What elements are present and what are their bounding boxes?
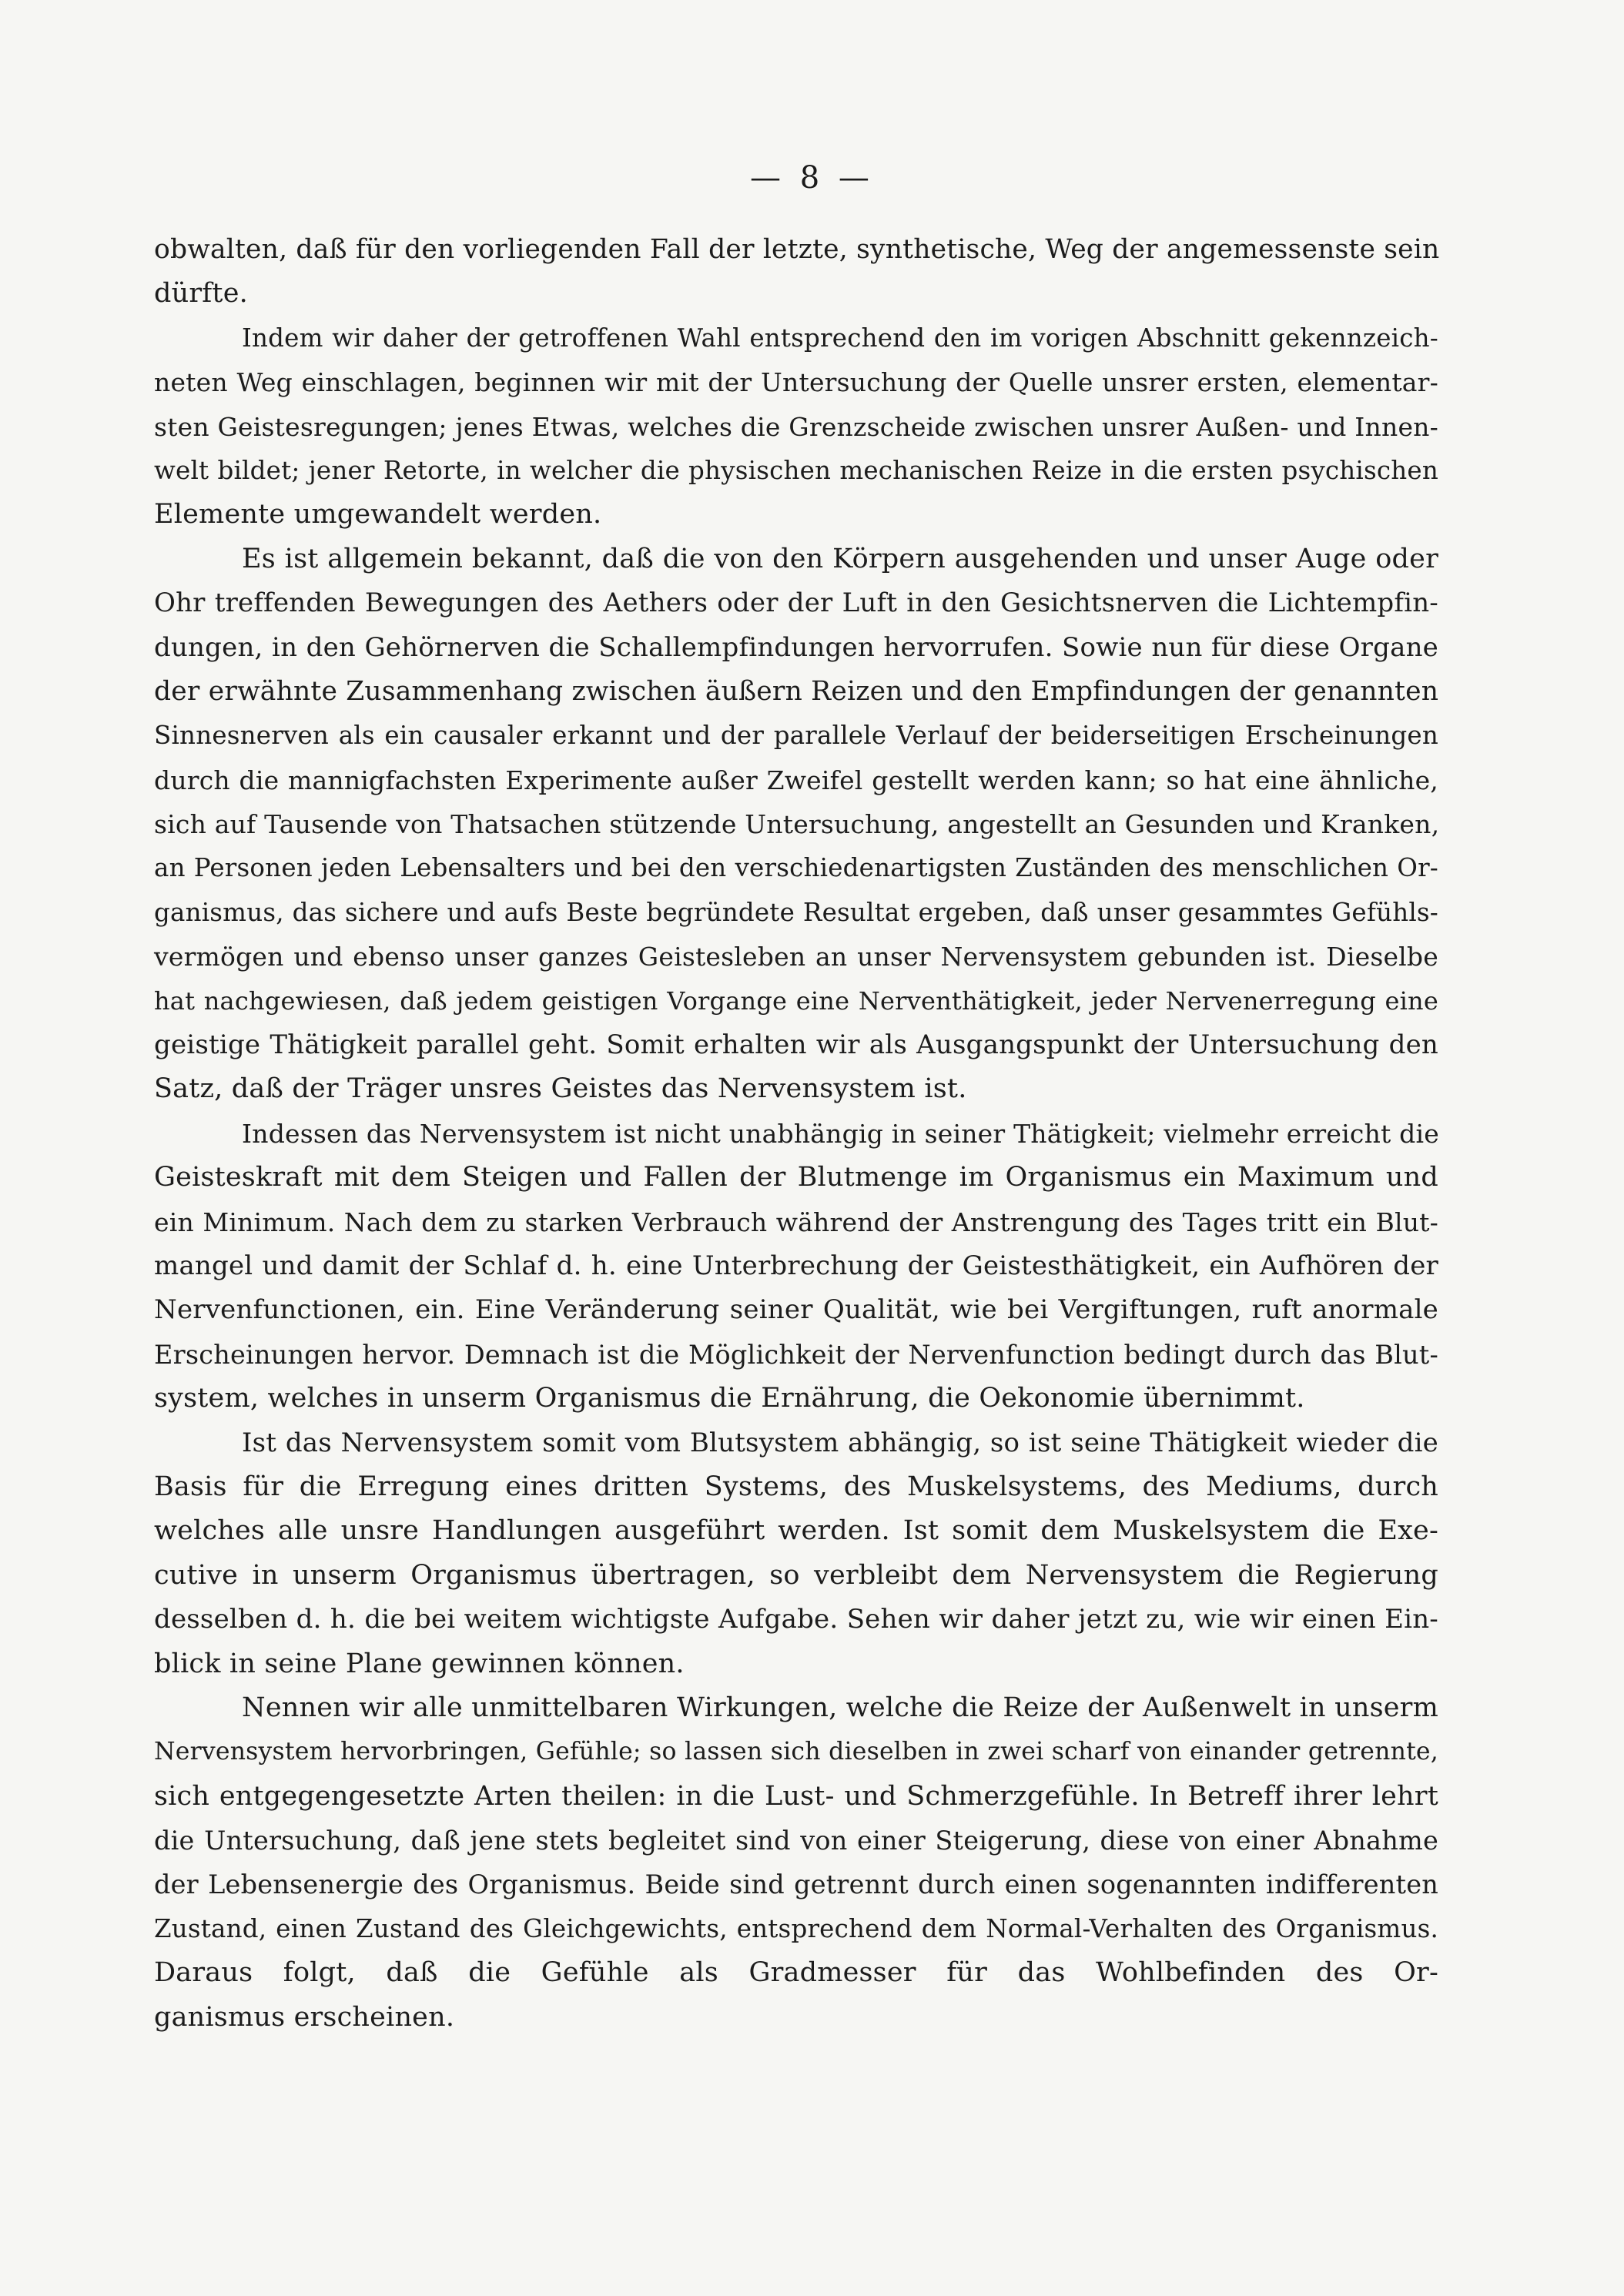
text-line: der Lebensenergie des Organismus. Beide sind getrennt durch einen sogenannten indifferenten	[154, 1869, 1438, 1900]
text-line: Zustand, einen Zustand des Gleichgewichts, entsprechend dem Normal-Verhalten des Organismus.	[154, 1913, 1438, 1943]
text-line: ganismus erscheinen.	[154, 2001, 455, 2033]
text-line: Basis für die Erregung eines dritten Systems, des Muskelsystems, des Mediums, durch	[154, 1471, 1438, 1502]
text-line: Indessen das Nervensystem ist nicht unabhängig in seiner Thätigkeit; vielmehr erreicht die	[242, 1118, 1439, 1149]
text-line: dürfte.	[154, 278, 248, 310]
text-line: die Untersuchung, daß jene stets begleitet sind von einer Steigerung, diese von einer Abnahme	[154, 1826, 1438, 1856]
text-line: neten Weg einschlagen, beginnen wir mit der Untersuchung der Quelle unsrer ersten, elementar-	[154, 367, 1438, 398]
text-line: sich auf Tausende von Thatsachen stützende Untersuchung, angestellt an Gesunden und Kranken,	[154, 809, 1440, 840]
text-line: Satz, daß der Träger unsres Geistes das Nervensystem ist.	[154, 1073, 967, 1105]
text-line: Geisteskraft mit dem Steigen und Fallen der Blutmenge im Organismus ein Maximum und	[154, 1162, 1438, 1193]
text-line: sich entgegengesetzte Arten theilen: in die Lust- und Schmerzgefühle. In Betreff ihrer lehrt	[154, 1780, 1438, 1812]
text-line: hat nachgewiesen, daß jedem geistigen Vorgange eine Nerventhätigkeit, jeder Nervenerregung eine	[154, 986, 1438, 1016]
text-line: Indem wir daher der getroffenen Wahl entsprechend den im vorigen Abschnitt gekennzeich-	[242, 323, 1438, 353]
text-line: geistige Thätigkeit parallel geht. Somit erhalten wir als Ausgangspunkt der Untersuchung den	[154, 1029, 1438, 1061]
page-number: — 8 —	[750, 160, 874, 196]
text-line: Erscheinungen hervor. Demnach ist die Möglichkeit der Nervenfunction bedingt durch das Blut-	[154, 1339, 1438, 1370]
text-line: durch die mannigfachsten Experimente außer Zweifel gestellt werden kann; so hat eine ähnliche,	[154, 765, 1438, 795]
text-line: obwalten, daß für den vorliegenden Fall der letzte, synthetische, Weg der angemessenste sein	[154, 234, 1440, 265]
text-line: an Personen jeden Lebensalters und bei den verschiedenartigsten Zuständen des menschlichen Or-	[154, 853, 1438, 883]
text-line: system, welches in unserm Organismus die Ernährung, die Oekonomie übernimmt.	[154, 1383, 1305, 1414]
text-line: vermögen und ebenso unser ganzes Geistesleben an unser Nervensystem gebunden ist. Dieselbe	[154, 942, 1438, 972]
text-line: welt bildet; jener Retorte, in welcher die physischen mechanischen Reize in die ersten psychischen	[154, 455, 1438, 485]
text-line: welches alle unsre Handlungen ausgeführt werden. Ist somit dem Muskelsystem die Exe-	[154, 1515, 1438, 1547]
text-line: Ist das Nervensystem somit vom Blutsystem abhängig, so ist seine Thätigkeit wieder die	[242, 1427, 1438, 1458]
text-line: Sinnesnerven als ein causaler erkannt und der parallele Verlauf der beiderseitigen Erscheinungen	[154, 721, 1438, 751]
text-line: Nervenfunctionen, ein. Eine Veränderung seiner Qualität, wie bei Vergiftungen, ruft anormale	[154, 1294, 1438, 1326]
text-line: Es ist allgemein bekannt, daß die von den Körpern ausgehenden und unser Auge oder	[242, 543, 1438, 574]
text-line: der erwähnte Zusammenhang zwischen äußern Reizen und den Empfindungen der genannten	[154, 675, 1439, 707]
text-line: Nennen wir alle unmittelbaren Wirkungen, welche die Reize der Außenwelt in unserm	[242, 1692, 1438, 1723]
text-line: ein Minimum. Nach dem zu starken Verbrauch während der Anstrengung des Tages tritt ein Blut-	[154, 1207, 1438, 1237]
text-line: sten Geistesregungen; jenes Etwas, welches die Grenzscheide zwischen unsrer Außen- und Innen-	[154, 411, 1438, 442]
text-line: Elemente umgewandelt werden.	[154, 499, 602, 530]
text-line: cutive in unserm Organismus übertragen, so verbleibt dem Nervensystem die Regierung	[154, 1559, 1438, 1591]
text-line: mangel und damit der Schlaf d. h. eine Unterbrechung der Geistesthätigkeit, ein Aufhören der	[154, 1250, 1438, 1281]
text-line: Nervensystem hervorbringen, Gefühle; so lassen sich dieselben in zwei scharf von einander getrennte,	[154, 1738, 1438, 1766]
text-line: dungen, in den Gehörnerven die Schallempfindungen hervorrufen. Sowie nun für diese Organe	[154, 631, 1438, 663]
text-line: ganismus, das sichere und aufs Beste begründete Resultat ergeben, daß unser gesammtes Gefühls-	[154, 897, 1438, 927]
text-line: Ohr treffenden Bewegungen des Aethers oder der Luft in den Gesichtsnerven die Lichtempfin-	[154, 587, 1438, 619]
text-line: desselben d. h. die bei weitem wichtigste Aufgabe. Sehen wir daher jetzt zu, wie wir einen Ein-	[154, 1604, 1438, 1635]
text-line: Daraus folgt, daß die Gefühle als Gradmesser für das Wohlbefinden des Or-	[154, 1957, 1438, 1989]
text-line: blick in seine Plane gewinnen können.	[154, 1648, 685, 1679]
body-text	[154, 228, 1438, 2040]
